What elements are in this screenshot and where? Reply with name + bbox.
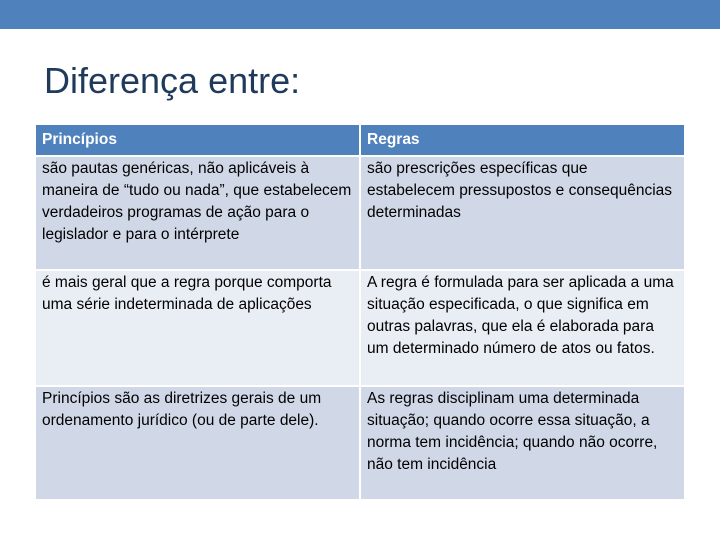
table-cell: são pautas genéricas, não aplicáveis à maneira de “tudo ou nada”, que estabelecem verdadeiros programas de ação para o legislador e para o intérprete <box>36 156 360 270</box>
table-cell: As regras disciplinam uma determinada situação; quando ocorre essa situação, a norma tem incidência; quando não ocorre, não tem incidência <box>360 386 684 499</box>
table-cell: Princípios são as diretrizes gerais de um ordenamento jurídico (ou de parte dele). <box>36 386 360 499</box>
table-header-row <box>36 125 684 156</box>
table-cell: são prescrições específicas que estabelecem pressupostos e consequências determinadas <box>360 156 684 270</box>
comparison-table <box>36 125 684 499</box>
table-row <box>36 156 684 270</box>
header-regras: Regras <box>360 125 684 156</box>
table-row <box>36 270 684 386</box>
slide-title: Diferença entre: <box>44 60 301 101</box>
table-cell: A regra é formulada para ser aplicada a uma situação especificada, o que significa em outras palavras, que ela é elaborada para um determinado número de atos ou fatos. <box>360 270 684 386</box>
top-accent-bar <box>0 0 720 29</box>
table-row <box>36 386 684 499</box>
header-principios: Princípios <box>36 125 360 156</box>
table-cell: é mais geral que a regra porque comporta uma série indeterminada de aplicações <box>36 270 360 386</box>
